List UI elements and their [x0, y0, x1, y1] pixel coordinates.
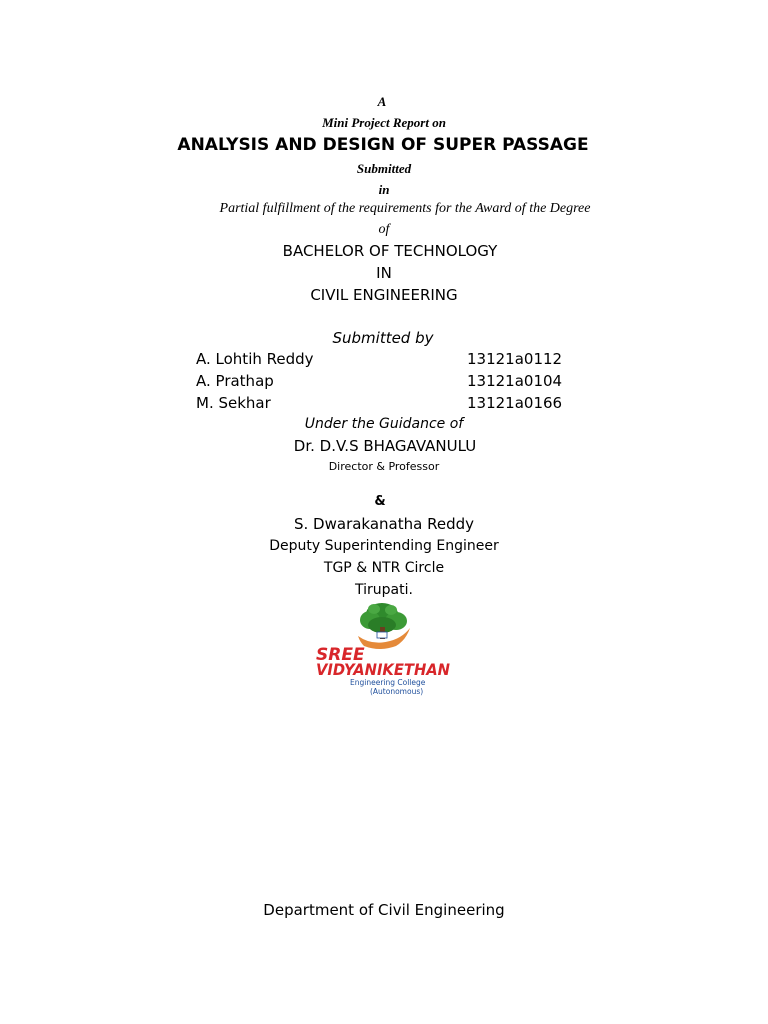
submitted-by-label: Submitted by — [332, 329, 434, 347]
logo-text-2: VIDYANIKETHAN — [316, 660, 451, 679]
logo-text-3: Engineering College — [350, 678, 426, 687]
coguide-place: Tirupati. — [355, 582, 413, 598]
department-name: Department of Civil Engineering — [263, 901, 505, 919]
student-name: A. Prathap — [196, 372, 274, 390]
college-logo — [314, 600, 454, 698]
article-a: A — [377, 94, 387, 109]
report-type: Mini Project Report on — [322, 115, 446, 130]
submitted-label: Submitted — [356, 161, 412, 176]
project-title: ANALYSIS AND DESIGN OF SUPER PASSAGE — [177, 135, 589, 155]
student-name: A. Lohtih Reddy — [196, 350, 314, 368]
guidance-label: Under the Guidance of — [304, 416, 464, 432]
partial-fulfillment: Partial fulfillment of the requirements for the Award of the Degree — [219, 201, 591, 216]
ampersand: & — [374, 494, 386, 509]
coguide-title: Deputy Superintending Engineer — [269, 538, 499, 554]
in-label: in — [378, 182, 390, 197]
student-name: M. Sekhar — [196, 394, 271, 412]
student-roll: 13121a0166 — [467, 394, 563, 412]
coguide-circle: TGP & NTR Circle — [323, 560, 445, 576]
student-roll: 13121a0112 — [467, 350, 563, 368]
degree-name: BACHELOR OF TECHNOLOGY — [282, 242, 498, 260]
branch-name: CIVIL ENGINEERING — [310, 286, 458, 304]
house-shape — [377, 632, 387, 638]
guide-name: Dr. D.V.S BHAGAVANULU — [293, 437, 477, 455]
coguide-name: S. Dwarakanatha Reddy — [294, 515, 474, 533]
of-label: of — [378, 222, 390, 237]
in-caps-label: IN — [376, 264, 392, 282]
logo-text-4: (Autonomous) — [370, 687, 424, 696]
student-roll: 13121a0104 — [467, 372, 563, 390]
logo-text-1: SREE — [316, 645, 365, 665]
tree-hand-icon — [314, 600, 454, 698]
guide-title: Director & Professor — [328, 460, 440, 473]
